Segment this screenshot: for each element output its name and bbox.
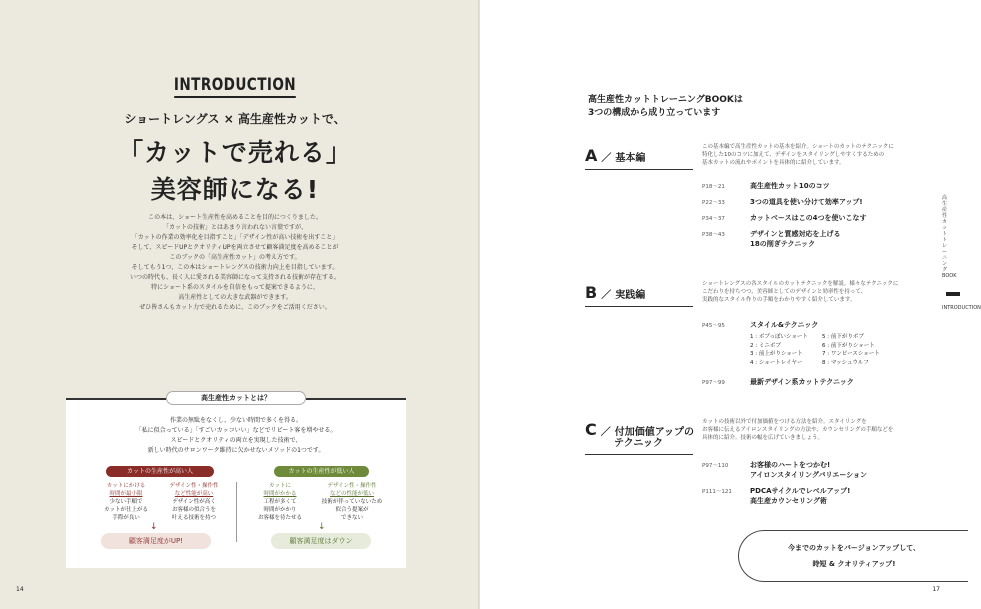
section-b-item: P97〜99 最新デザイン系カットテクニック — [702, 378, 854, 386]
section-a-item: P18〜21 高生産性カット10のコツ — [702, 182, 830, 190]
headline-line1: 「カットで売れる」 — [118, 138, 352, 167]
structure-title: 高生産性カットトレーニングBOOKは 3つの構成から成り立っています — [588, 95, 743, 118]
column-divider — [236, 482, 237, 542]
good-label-pill: カットの生産性が高い人 — [106, 466, 214, 477]
side-tab-marker — [946, 292, 960, 296]
good-arrow-icon: ↓ — [150, 522, 158, 532]
page-number-right: 17 — [932, 586, 940, 593]
good-column-2: デザイン性・操作性 など性能が高い デザイン性が高く お客様の似合うを 叶える技術を持つ — [169, 483, 219, 521]
page-number-left: 14 — [16, 586, 24, 593]
style-list: 1 : ボブっぽいショート 5 : 前下がりボブ 2 : ミニボブ 6 : 前下がりショート 3 : 前上がりショート 7 : ワンピースショート 4 : ショートレイヤー 8 : マッシュウルフ — [750, 334, 880, 366]
section-c-description: カットの技術以外で付加価値をつける方法を紹介。スタイリングを お客様に伝えるアイロンスタイリングの方法や、カウンセリングの手順などを 具体的に紹介。技術の幅を広げていきましょう。 — [702, 419, 894, 441]
bad-column-1: カットに 時間がかかる 工程が多くて 時間がかかり お客様を待たせる — [257, 483, 302, 521]
section-a-heading: A ／ 基本編 — [585, 146, 646, 165]
bad-label-pill: カットの生産性が低い人 — [274, 466, 369, 477]
box-description: 作業の無駄をなくし、少ない時間で多くを得る。 「私に似合っている」「すごいカッコいい」などでリピート客を増やせる。 スピードとクオリティの両立を実現した技術で、 新しい時代のサロンワーク維持に欠かせないメソッドの1つです。 — [135, 417, 337, 454]
good-result-badge: 顧客満足度がUP! — [101, 533, 211, 549]
right-page — [480, 0, 981, 609]
section-c-item: P111〜121 PDCAサイクルでレベルアップ! — [702, 487, 851, 495]
section-c-heading-line2: テクニック — [614, 438, 663, 449]
box-tab-label: 高生産性カットとは？ — [166, 391, 306, 405]
section-b-description: ショートレングスの各スタイルのカットテクニックを解説。様々なテクニックに こだわりを持ちつつ、美容師としてのデザインと効率性を持って、 実践的なスタイル作りの手順をわかりやすく紹介しています。 — [702, 281, 899, 303]
headline-line2: 美容師になる! — [150, 175, 320, 204]
bad-arrow-icon: ↓ — [318, 522, 326, 532]
section-b-item: P45〜95 スタイル&テクニック — [702, 321, 819, 329]
summary-line2: 時短 & クオリティアップ! — [812, 560, 896, 568]
box-border-left — [66, 398, 166, 400]
section-a-rule — [585, 169, 693, 170]
section-b-rule — [585, 306, 693, 307]
definition-box — [66, 394, 406, 568]
section-b-heading: B ／ 実践編 — [585, 283, 646, 302]
intro-body: この本は、ショート生産性を高めることを目的につくりました。 「カットの技術」とはあまり言われない言葉ですが、 「カットの作業の効率化を目指すこと」「デザイン性が高い技術を出すこと」 そして、スピードUPとクオリティUPを両立させて顧客満足度を高めることが このブックの「高生産性カット」の考え方です。 そしてもう1つ、この本はショートレングスの技術力向上を目指しています。 いつの時代も、長く人に愛される美容師になって支持される技術が存在する。 特にショート系のスタイルを自信をもって提案できるように、 高生産性としての大きな武器ができます。 ぜひ皆さんもカット力で売れるために、このブックをご活用ください。 — [129, 214, 340, 311]
section-a-description: この基本編で高生産性カットの基本を紹介。ショートのカットのテクニックに 特化した10のコツに加えて、デザインをスタイリングしやすくするための 基本カットの流れやポイントを具体的に紹介しています。 — [702, 144, 894, 166]
bad-result-badge: 顧客満足度はダウン — [271, 533, 371, 549]
good-column-1: カットにかける 時間が最小限 少ない手順で カットが仕上がる 手際が良い — [104, 483, 148, 521]
summary-line1: 今までのカットをバージョンアップして、 — [787, 544, 921, 552]
bad-column-2: デザイン性・操作性 などの性能が低い 技術が伴っていないため 似合う提案が できない — [321, 483, 383, 521]
section-c-rule — [585, 454, 693, 455]
section-c-item: 高生産カウンセリング術 — [750, 497, 827, 505]
section-a-item: P34〜37 カットベースはこの4つを使いこなす — [702, 214, 867, 222]
section-c-item: P97〜110 お客様のハートをつかむ! — [702, 461, 831, 469]
section-c-heading: C ／ 付加価値アップの — [585, 420, 695, 439]
section-a-item: P22〜33 3つの道具を使い分けて効率アップ! — [702, 198, 863, 206]
section-a-item: P38〜43 デザインと質感対応を上げる — [702, 230, 841, 238]
side-running-title: 高生産性カットトレーニングBOOK — [942, 195, 957, 279]
side-section-label: INTRODUCTION — [942, 305, 981, 311]
intro-title: INTRODUCTION — [47, 75, 423, 95]
box-border-right — [306, 398, 406, 400]
summary-bubble — [738, 530, 968, 582]
left-page — [0, 0, 480, 609]
section-c-item: アイロンスタイリングバリエーション — [750, 471, 868, 479]
intro-subtitle: ショートレングス × 高生産性カットで、 — [124, 112, 346, 126]
section-a-item: 18の削ぎテクニック — [750, 240, 816, 248]
